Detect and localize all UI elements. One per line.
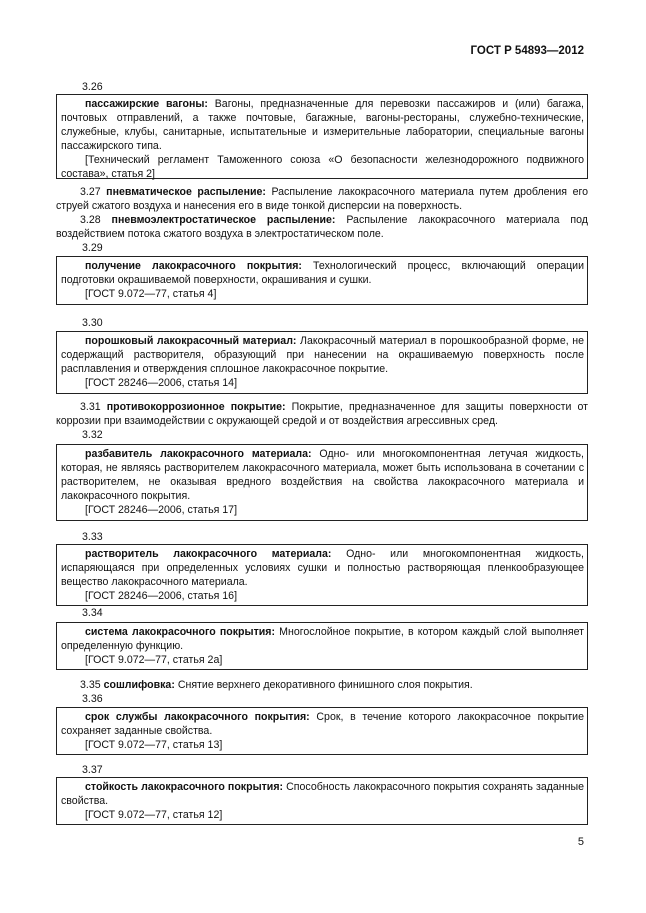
definition-box: растворитель лакокрасочного материала: Одно- или многокомпонентная жидкость, испаряющаяся при определенных условиях сушки и полностью растворяющая пленкообразующее вещество лакокрасочного материала. [ГОСТ 28246—2006, статья 16] bbox=[56, 544, 588, 606]
term: растворитель лакокрасочного материала: bbox=[85, 548, 332, 560]
source-reference: [Технический регламент Таможенного союза «О безопасности железнодорожного подвижного состава», статья 2] bbox=[61, 154, 584, 180]
source-reference: [ГОСТ 9.072—77, статья 12] bbox=[85, 809, 223, 821]
definitions-plain bbox=[56, 185, 588, 241]
clause-number: 3.37 bbox=[82, 764, 103, 776]
source-reference: [ГОСТ 28246—2006, статья 14] bbox=[85, 377, 238, 389]
definition-text: 3.27 пневматическое распыление: Распыление лакокрасочного материала путем дробления его струей сжатого воздуха и нанесения его в виде тонкой дисперсии на поверхность. bbox=[56, 186, 588, 212]
definition-box: система лакокрасочного покрытия: Многослойное покрытие, в котором каждый слой выполняет определенную функцию. [ГОСТ 9.072—77, статья 2а] bbox=[56, 622, 588, 670]
clause-number: 3.34 bbox=[82, 607, 103, 619]
term: пневмоэлектростатическое распыление: bbox=[111, 214, 336, 226]
definition-box: срок службы лакокрасочного покрытия: Срок, в течение которого лакокрасочное покрытие сохраняет заданные свойства. [ГОСТ 9.072—77, статья 13] bbox=[56, 707, 588, 755]
clause-number: 3.36 bbox=[82, 693, 103, 705]
definition-text: 3.35 сошлифовка: Снятие верхнего декоративного финишного слоя покрытия. bbox=[80, 679, 473, 691]
term: получение лакокрасочного покрытия: bbox=[85, 260, 302, 272]
term: противокоррозионное покрытие: bbox=[106, 401, 286, 413]
term: разбавитель лакокрасочного материала: bbox=[85, 448, 312, 460]
definitions-plain bbox=[56, 678, 588, 692]
document-header: ГОСТ Р 54893—2012 bbox=[470, 45, 584, 57]
clause-number: 3.33 bbox=[82, 531, 103, 543]
source-reference: [ГОСТ 28246—2006, статья 17] bbox=[85, 504, 238, 516]
clause-number: 3.26 bbox=[82, 81, 103, 93]
term: пневматическое распыление: bbox=[106, 186, 266, 198]
source-reference: [ГОСТ 28246—2006, статья 16] bbox=[85, 590, 238, 602]
source-reference: [ГОСТ 9.072—77, статья 2а] bbox=[85, 654, 223, 666]
term: пассажирские вагоны: bbox=[85, 98, 208, 110]
definitions-plain bbox=[56, 400, 588, 428]
definition-text: 3.28 пневмоэлектростатическое распыление: Распыление лакокрасочного материала под воздействием потока сжатого воздуха в электростатическом поле. bbox=[56, 214, 588, 240]
clause-number: 3.29 bbox=[82, 242, 103, 254]
term: сошлифовка: bbox=[103, 679, 175, 691]
source-reference: [ГОСТ 9.072—77, статья 4] bbox=[85, 288, 217, 300]
term: стойкость лакокрасочного покрытия: bbox=[85, 781, 284, 793]
term: порошковый лакокрасочный материал: bbox=[85, 335, 297, 347]
clause-number: 3.32 bbox=[82, 429, 103, 441]
clause-number: 3.30 bbox=[82, 317, 103, 329]
source-reference: [ГОСТ 9.072—77, статья 13] bbox=[85, 739, 223, 751]
definition-box: стойкость лакокрасочного покрытия: Способность лакокрасочного покрытия сохранять заданные свойства. [ГОСТ 9.072—77, статья 12] bbox=[56, 777, 588, 825]
definition-box: получение лакокрасочного покрытия: Технологический процесс, включающий операции подготовки окрашиваемой поверхности, окрашивания и сушки. [ГОСТ 9.072—77, статья 4] bbox=[56, 256, 588, 305]
term: срок службы лакокрасочного покрытия: bbox=[85, 711, 310, 723]
term: система лакокрасочного покрытия: bbox=[85, 626, 275, 638]
definition-text: 3.31 противокоррозионное покрытие: Покрытие, предназначенное для защиты поверхности от коррозии при взаимодействии с окружающей средой и от воздействия агрессивных сред. bbox=[56, 401, 588, 427]
definition-box bbox=[56, 94, 588, 179]
definition-box: разбавитель лакокрасочного материала: Одно- или многокомпонентная летучая жидкость, которая, не являясь растворителем лакокрасочного материала, может быть использована в сочетании с растворителем, не оказывая вредного воздействия на свойства лакокрасочного материала и лакокрасочного покрытия. [ГОСТ 28246—2006, статья 17] bbox=[56, 444, 588, 521]
definition-box: порошковый лакокрасочный материал: Лакокрасочный материал в порошкообразной форме, не содержащий растворителя, образующий при нанесении на окрашиваемую поверхность после расплавления и отверждения сплошное лакокрасочное покрытие. [ГОСТ 28246—2006, статья 14] bbox=[56, 331, 588, 394]
definition-text: пассажирские вагоны: Вагоны, предназначенные для перевозки пассажиров и (или) багажа, почтовых отправлений, а также почтовые, багажные, вагоны-рестораны, служебно-технические, служебные, клубы, санитарные, испытательные и измерительные лаборатории, специальные вагоны пассажирского типа. bbox=[61, 98, 584, 152]
page-number: 5 bbox=[577, 836, 584, 848]
